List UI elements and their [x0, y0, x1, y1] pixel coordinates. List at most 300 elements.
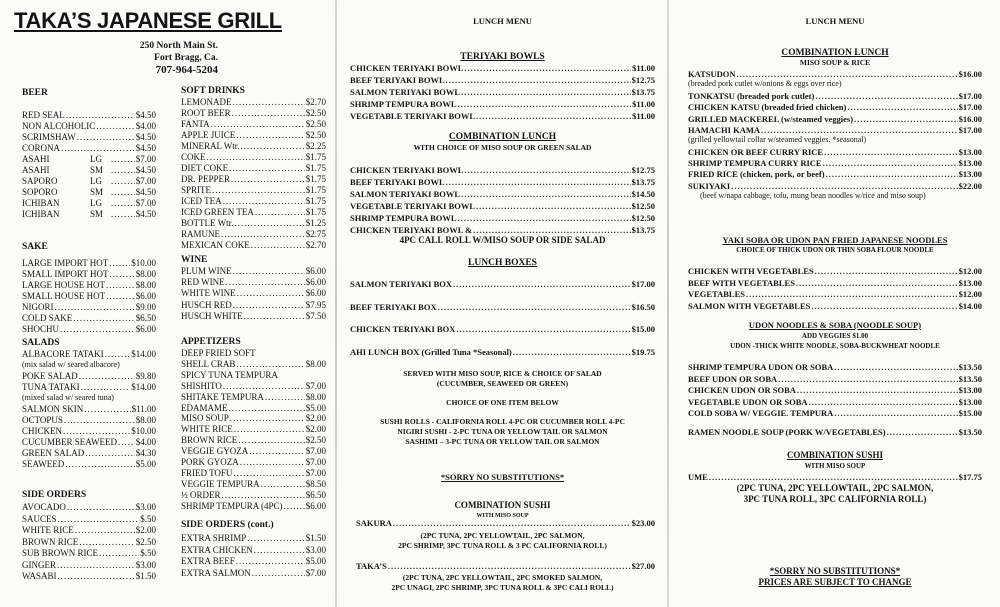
item-name: GRILLED MACKEREL (w/steamed veggies) — [688, 113, 854, 124]
dot-leader — [106, 291, 135, 302]
item-note: (mix salad w/ seared albacore) — [22, 360, 120, 369]
item-name: EDAMAME — [181, 402, 228, 413]
dot-leader — [85, 448, 135, 459]
menu-item — [22, 209, 156, 220]
item-name: SHITAKE TEMPURA — [181, 391, 264, 402]
item-name: WHITE RICE — [181, 424, 233, 435]
dot-leader — [63, 426, 130, 437]
item-price: $2.70 — [305, 97, 326, 107]
dot-leader — [797, 385, 958, 395]
item-name: OCTOPUS — [22, 415, 63, 425]
dot-leader — [464, 63, 631, 73]
dot-leader — [238, 435, 305, 446]
menu-item — [22, 110, 156, 121]
menu-item — [350, 63, 655, 73]
item-name: GINGER — [22, 559, 56, 570]
salads-heading: SALADS — [22, 338, 60, 348]
item-price: $1.75 — [305, 185, 326, 195]
item-name: CUCUMBER SEAWEED — [22, 437, 118, 447]
menu-item — [688, 181, 982, 191]
dot-leader — [233, 468, 304, 479]
item-name: HAMACHI KAMA — [688, 124, 761, 135]
menu-item — [350, 225, 655, 235]
item-price: $13.50 — [958, 373, 982, 384]
item-name: SALMON SKIN — [22, 404, 84, 414]
item-price: $17.00 — [958, 124, 982, 135]
item-name: CHICKEN UDON OR SOBA — [688, 385, 796, 395]
menu-item — [181, 446, 326, 457]
item-price: $27.00 — [631, 561, 655, 571]
item-name: AHI LUNCH BOX (Grilled Tuna *Seasonal) — [350, 347, 512, 357]
item-name: SOPORO — [22, 187, 58, 197]
item-price: $13.00 — [958, 158, 982, 169]
dot-leader — [811, 301, 957, 311]
menu-item — [181, 370, 326, 381]
dot-leader — [446, 75, 631, 85]
menu-item — [181, 435, 326, 446]
item-size: LG — [90, 198, 102, 208]
menu-item — [688, 158, 982, 168]
dot-leader — [241, 141, 305, 152]
item-name: SHRIMP TEMPURA BOWL — [350, 99, 457, 109]
item-name: UME — [688, 472, 708, 482]
dot-leader — [388, 561, 631, 571]
dot-leader — [65, 459, 134, 470]
item-price: $2.00 — [305, 424, 326, 435]
menu-item — [22, 426, 156, 437]
menu-item — [181, 468, 326, 479]
menu-item — [22, 560, 156, 571]
udon-subtitle: UDON -THICK WHITE NOODLE, SOBA-BUCKWHEAT NOODLE — [730, 342, 940, 350]
item-name: VEGGIE GYOZA — [181, 446, 249, 457]
menu-item — [181, 163, 326, 174]
item-name: VEGETABLE TERIYAKI BOWL — [350, 201, 476, 211]
menu-item — [688, 266, 982, 276]
item-price: $2.70 — [305, 240, 326, 250]
item-price: $2.00 — [305, 413, 326, 424]
menu-item — [181, 108, 326, 119]
item-price: $12.50 — [631, 201, 655, 211]
dot-leader — [230, 413, 305, 424]
item-price: $4.50 — [135, 165, 156, 175]
dot-leader — [476, 201, 631, 211]
udon-heading: UDON NOODLES & SOBA (NOODLE SOUP) — [748, 320, 922, 330]
item-price: $4.50 — [135, 143, 156, 153]
item-name: APPLE JUICE — [181, 130, 236, 140]
menu-item — [350, 99, 655, 109]
choice-note: CHOICE OF ONE ITEM BELOW — [446, 398, 559, 407]
menu-item — [22, 154, 156, 165]
menu-item — [181, 130, 326, 141]
item-name: SALMON TERIYAKI BOWL — [350, 189, 461, 199]
menu-item — [688, 125, 982, 135]
menu-item — [181, 413, 326, 424]
menu-item — [22, 187, 156, 198]
dot-leader — [79, 371, 135, 382]
dot-leader — [111, 154, 135, 165]
item-price: $4.00 — [135, 121, 156, 131]
item-name: TUNA TATAKI — [22, 382, 80, 392]
dot-leader — [111, 165, 135, 176]
item-price: $6.50 — [305, 489, 326, 500]
item-name: EXTRA BEEF — [181, 556, 235, 566]
item-price: $12.75 — [631, 75, 655, 85]
item-price: $12.00 — [958, 266, 982, 276]
item-price: $6.00 — [305, 288, 326, 299]
item-name: ALBACORE TATAKI — [22, 349, 104, 359]
dot-leader — [255, 207, 305, 218]
dot-leader — [111, 176, 135, 187]
item-name: SAUCES — [22, 513, 57, 524]
item-price: $7.00 — [305, 446, 326, 457]
menu-item — [356, 518, 655, 528]
menu-item — [350, 213, 655, 223]
item-price: $2.00 — [135, 525, 156, 535]
dot-leader — [709, 472, 958, 482]
no-substitutions: *SORRY NO SUBSTITUTIONS* — [769, 566, 901, 576]
address-line: 250 North Main St. — [139, 41, 218, 51]
menu-item — [181, 381, 326, 392]
dot-leader — [761, 125, 958, 135]
dot-leader — [464, 165, 630, 175]
item-price: $23.00 — [631, 518, 655, 528]
item-size: SM — [90, 187, 104, 197]
dot-leader — [249, 446, 305, 457]
teriyaki-bowls-heading: TERIYAKI BOWLS — [460, 52, 545, 62]
dot-leader — [236, 556, 305, 567]
restaurant-address — [110, 40, 218, 64]
item-price: $13.00 — [958, 147, 982, 157]
item-size: SM — [90, 209, 104, 219]
dot-leader — [226, 277, 305, 288]
item-name: TONKATSU (breaded pork cutlet) — [688, 91, 815, 102]
dot-leader — [109, 269, 134, 280]
item-name: RED WINE — [181, 277, 225, 288]
item-name: RED SEAL — [22, 110, 65, 120]
menu-item — [22, 514, 156, 525]
menu-item — [181, 288, 326, 299]
beer-heading: BEER — [22, 88, 48, 98]
item-name: CHICKEN TERIYAKI BOWL — [350, 165, 464, 175]
dot-leader — [453, 279, 631, 289]
dot-leader — [461, 87, 631, 97]
item-name: FRIED RICE (chicken, pork, or beef) — [688, 169, 825, 180]
dot-leader — [476, 111, 631, 121]
dot-leader — [446, 177, 631, 187]
dot-leader — [61, 143, 135, 154]
item-price: $2.50 — [305, 108, 326, 118]
item-name: VEGETABLE UDON OR SOBA — [688, 396, 808, 407]
menu-item — [181, 556, 326, 567]
menu-item — [181, 300, 326, 311]
item-name: ICED TEA — [181, 196, 222, 206]
menu-item — [181, 348, 326, 359]
item-name: LARGE IMPORT HOT — [22, 258, 109, 268]
item-price: $13.50 — [958, 362, 982, 372]
lunch-boxes-heading: LUNCH BOXES — [468, 258, 537, 268]
item-size: LG — [90, 176, 102, 186]
item-name: CHICKEN — [22, 426, 62, 436]
menu-item — [688, 362, 982, 372]
dot-leader — [57, 560, 135, 571]
item-note: (beef w/napa cabbage, tofu, mung bean noodles w/rice and miso soup) — [700, 190, 926, 200]
menu-item — [22, 382, 156, 393]
address-line: Fort Bragg, Ca. — [154, 53, 218, 63]
combination-lunch-subtitle: MISO SOUP & RICE — [799, 58, 871, 67]
item-name: BROWN RICE — [181, 435, 238, 446]
item-price: $1.50 — [305, 533, 326, 543]
item-price: $13.50 — [958, 427, 982, 437]
item-price: $7.00 — [305, 567, 326, 578]
item-name: LARGE HOUSE HOT — [22, 280, 105, 290]
restaurant-title: TAKA’S JAPANESE GRILL — [14, 8, 282, 33]
item-name: SHRIMP TEMPURA UDON OR SOBA — [688, 362, 834, 372]
item-price: $8.00 — [305, 391, 326, 402]
item-name: BEEF UDON OR SOBA — [688, 373, 778, 384]
dot-leader — [233, 97, 305, 108]
item-name: TAKA’S — [356, 561, 387, 571]
dot-leader — [99, 548, 139, 559]
udon-subtitle: ADD VEGGIES $1.00 — [801, 332, 869, 340]
item-name: VEGETABLES — [688, 289, 746, 299]
item-name: BEEF TERIYAKI BOWL — [350, 177, 445, 187]
item-name: HUSCH RED — [181, 299, 232, 310]
item-price: $11.00 — [131, 404, 156, 414]
menu-item — [22, 448, 156, 459]
item-price: $14.00 — [131, 382, 156, 392]
dot-leader — [834, 408, 957, 418]
dot-leader — [223, 381, 305, 392]
item-name: MINERAL Wtr. — [181, 141, 240, 151]
menu-item — [350, 75, 655, 85]
item-price: $17.00 — [631, 279, 655, 289]
menu-item — [688, 114, 982, 124]
dot-leader — [461, 189, 631, 199]
item-price: $16.00 — [958, 113, 982, 124]
item-price: $8.00 — [135, 415, 156, 425]
item-name: CHICKEN TERIYAKI BOWL — [350, 63, 464, 73]
item-price: $5.00 — [305, 402, 326, 413]
item-price: $5.00 — [305, 556, 326, 566]
menu-item — [22, 415, 156, 426]
dot-leader — [58, 514, 140, 525]
menu-item — [181, 141, 326, 152]
item-name: WHITE WINE — [181, 288, 236, 299]
item-price: $1.75 — [305, 207, 326, 217]
dot-leader — [211, 119, 305, 130]
dot-leader — [229, 403, 305, 414]
combination-sushi-subtitle: WITH MISO SOUP — [476, 513, 529, 519]
item-price: $1.50 — [135, 571, 156, 581]
item-price: $1.75 — [305, 174, 326, 184]
sakura-desc: (2PC TUNA, 2PC YELLOWTAIL, 2PC SALMON, — [420, 531, 585, 540]
dot-leader — [111, 198, 135, 209]
item-name: SALMON TERIYAKI BOWL — [350, 87, 461, 97]
item-name: SEAWEED — [22, 459, 65, 469]
menu-item — [350, 189, 655, 199]
item-price: $4.50 — [135, 187, 156, 197]
item-name: SMALL HOUSE HOT — [22, 291, 106, 301]
item-price: $7.00 — [305, 467, 326, 478]
soft-drinks-heading: SOFT DRINKS — [181, 86, 245, 96]
item-name: GREEN SALAD — [22, 448, 85, 458]
item-name: CHICKEN OR BEEF CURRY RICE — [688, 147, 824, 157]
item-price: $4.50 — [135, 132, 156, 142]
item-name: RAMEN NOODLE SOUP (PORK W/VEGETABLES) — [688, 427, 886, 437]
dot-leader — [815, 266, 958, 276]
item-price: $13.00 — [958, 396, 982, 407]
item-price: $12.50 — [631, 213, 655, 223]
dot-leader — [261, 479, 305, 490]
item-note: (breaded pork cutlet w/onions & eggs over rice) — [688, 79, 842, 89]
dot-leader — [58, 571, 135, 582]
item-price: $9.00 — [135, 302, 156, 312]
sake-heading: SAKE — [22, 242, 48, 252]
item-price: $7.00 — [135, 154, 156, 164]
dot-leader — [854, 114, 958, 124]
menu-item — [22, 291, 156, 302]
item-name: SPICY TUNA TEMPURA — [181, 369, 278, 380]
item-price: $4.50 — [135, 110, 156, 120]
item-name: SAKURA — [356, 518, 392, 528]
item-price: $7.00 — [305, 457, 326, 467]
dot-leader — [240, 457, 305, 468]
item-price: $7.00 — [135, 176, 156, 186]
menu-item — [688, 169, 982, 179]
dot-leader — [456, 324, 630, 334]
item-name: SHOCHU — [22, 324, 60, 334]
dot-leader — [823, 158, 958, 168]
menu-item — [181, 311, 326, 322]
item-price: $16.50 — [631, 302, 655, 312]
menu-item — [181, 266, 326, 277]
menu-item — [181, 119, 326, 130]
item-price: $7.50 — [305, 310, 326, 321]
item-name: WASABI — [22, 571, 57, 581]
dot-leader — [60, 324, 135, 335]
combination-sushi-heading: COMBINATION SUSHI — [454, 500, 551, 510]
menu-item — [22, 404, 156, 415]
sakura-desc: 2PC SHRIMP, 3PC TUNA ROLL & 3 PC CALIFORNIA ROLL) — [398, 541, 607, 550]
item-name: CORONA — [22, 143, 61, 153]
item-price: $1.75 — [305, 152, 326, 162]
item-name: AVOCADO — [22, 502, 66, 512]
dot-leader — [234, 218, 304, 229]
dot-leader — [106, 280, 135, 291]
dot-leader — [847, 102, 957, 112]
menu-item — [350, 279, 655, 289]
dot-leader — [778, 374, 957, 384]
item-price: $8.00 — [135, 269, 156, 279]
menu-item — [181, 240, 326, 251]
menu-item — [688, 301, 982, 311]
item-name: NON ALCOHOLIC — [22, 121, 96, 131]
menu-item — [181, 545, 326, 556]
menu-item — [22, 459, 156, 470]
item-name: ½ ORDER — [181, 489, 221, 500]
item-price: $13.75 — [631, 177, 655, 187]
menu-item — [22, 525, 156, 536]
item-name: SHISHITO — [181, 380, 222, 391]
item-name: EXTRA CHICKEN — [181, 544, 253, 555]
menu-item — [688, 385, 982, 395]
item-price: $11.00 — [632, 63, 655, 73]
dot-leader — [73, 313, 134, 324]
item-name: HUSCH WHITE — [181, 310, 243, 321]
combination-lunch-heading: COMBINATION LUNCH — [448, 132, 557, 142]
menu-item — [350, 302, 655, 312]
menu-item — [22, 349, 156, 360]
item-name: FANTA — [181, 119, 210, 129]
item-price: $6.00 — [305, 500, 326, 511]
combination-lunch-subtitle: WITH CHOICE OF MISO SOUP OR GREEN SALAD — [413, 143, 592, 152]
dot-leader — [247, 533, 304, 544]
item-name: BEEF TERIYAKI BOWL — [350, 75, 445, 85]
item-name: VEGETABLE TERIYAKI BOWL — [350, 111, 476, 121]
menu-item — [350, 324, 655, 334]
item-price: $7.00 — [135, 198, 156, 208]
menu-item — [181, 359, 326, 370]
dot-leader — [84, 404, 130, 415]
item-name: COLD SOBA W/ VEGGIE. TEMPURA — [688, 408, 834, 418]
menu-item — [181, 229, 326, 240]
menu-item — [181, 533, 326, 544]
item-price: $6.00 — [305, 277, 326, 288]
wine-heading: WINE — [181, 255, 208, 265]
item-name: SUKIYAKI — [688, 180, 731, 191]
combination-sushi-heading: COMBINATION SUSHI — [786, 450, 884, 460]
dot-leader — [111, 209, 135, 220]
item-name: BEEF WITH VEGETABLES — [688, 277, 795, 288]
item-name: DEEP FRIED SOFT — [181, 348, 256, 358]
item-name: MISO SOUP — [181, 413, 229, 424]
item-name: ASAHI — [22, 154, 50, 164]
lunch-menu-title: LUNCH MENU — [473, 16, 532, 26]
item-price: $10.00 — [131, 258, 156, 268]
item-name: POKE SALAD — [22, 371, 78, 381]
item-price: $14.50 — [631, 189, 655, 199]
menu-item — [181, 97, 326, 108]
side-orders-heading: SIDE ORDERS — [22, 490, 87, 500]
menu-item — [22, 121, 156, 132]
menu-item — [22, 143, 156, 154]
menu-item — [688, 147, 982, 157]
dot-leader — [207, 152, 305, 163]
dot-leader — [834, 362, 957, 372]
item-price: $11.00 — [632, 99, 655, 109]
dot-leader — [118, 437, 135, 448]
item-name: SHELL CRAB — [181, 358, 236, 369]
menu-item — [22, 176, 156, 187]
menu-item — [688, 102, 982, 112]
item-price: $11.00 — [632, 111, 655, 121]
item-name: CHICKEN KATSU (breaded fried chicken) — [688, 102, 847, 113]
menu-item — [181, 403, 326, 414]
dot-leader — [815, 91, 957, 101]
menu-item — [181, 185, 326, 196]
dot-leader — [96, 121, 135, 132]
item-price: $22.00 — [958, 180, 982, 191]
item-price: $6.50 — [135, 313, 156, 323]
dot-leader — [221, 229, 305, 240]
item-price: $13.00 — [958, 277, 982, 288]
dot-leader — [252, 568, 305, 579]
dot-leader — [66, 110, 135, 121]
item-price: $1.75 — [305, 196, 326, 206]
item-name: DIET COKE — [181, 163, 229, 173]
prices-note: PRICES ARE SUBJECT TO CHANGE — [758, 577, 912, 587]
item-note: (mixed salad w/ seared tuna) — [22, 393, 114, 402]
